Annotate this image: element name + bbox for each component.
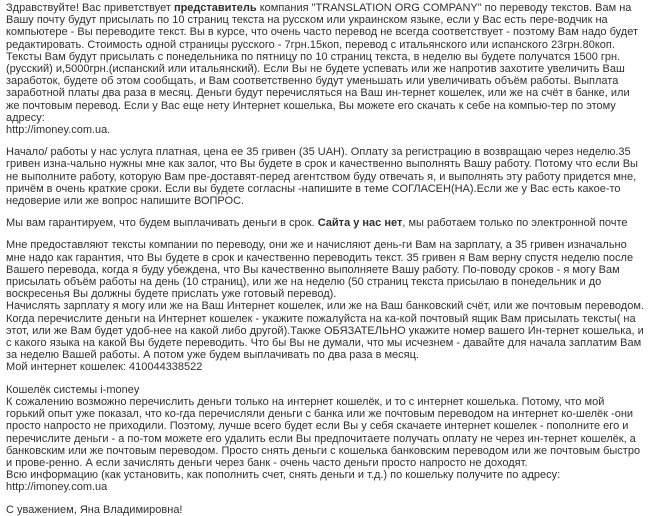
wallet-text: К сожалению возможно перечислить деньги только на интернет кошелёк, и то с интернет кошелька. Потому, что мой горький опыт уже показал, что ко-гда перечисляли деньги с банка или же почтовым переводом на интернет ко-шелёк -они просто напросто не приходили. Поэтому, лучше всего будет если Вы у себя скачаете интернет кошелек - пополните его и перечислите деньги - а по-том можете его удалить если Вы предпочитаете получать оплату не через ин-тернет кошелёк, а банковским или же почтовым переводом. Просто снять деньги с кошелька банковским переводом или же почтовым быстро и прове-ренно. А если зачислять деньги через банк - очень часто деньги просто напросто не доходят. [6, 395, 641, 469]
instructions-text: Когда перечислите деньги на Интернет кошелек - укажите пожалуйста на ка-кой почтовый ящик Вам присылать тексты( на этот, или же Вам будет удоб-нее на какой либо другой).Также ОБЯЗАТЕЛЬНО укажите номер вашего Ин-тернет кошелька, и с какого языка на какой Вы будете переводить. Что бы Вы не думали, что мы исчезнем - давайте для начала заплатим Вам за неделю Вашей работы. А потом уже будем выплачивать по два раза в месяц. [6, 312, 644, 362]
signature-text: С уважением, Яна Владимировна! [6, 503, 183, 516]
wallet-heading: Кошелёк системы i-money [6, 383, 140, 396]
greeting-text: Здравствуйте! Вас приветствует [6, 2, 174, 14]
info-text: Всю информацию (как установить, как пополнить счет, снять деньги и т.д.) по кошельку получите по адресу: [6, 469, 561, 482]
wallet-number: Мой интернет кошелек: 410044338522 [6, 361, 203, 374]
guarantee-text: Мы вам гарантируем, что будем выплачивать деньги в срок. [6, 217, 318, 230]
payment-paragraph [6, 146, 644, 207]
salary-text: Начислять зарплату я могу или же на Ваш Интернет кошелек, или же на Ваш банковский счёт, или же почтовым переводом. [6, 300, 644, 313]
imoney-link-text: http://imoney.com.ua. [6, 124, 111, 137]
offer-text: компания "TRANSLATION ORG COMPANY" по переводу текстов. Вам на Вашу почту будут присылать по 10 страниц текста на русском или украинском языке, если у Вас есть пере-водчик на компьютере - Вы переводите текст. Вы в курсе, что очень часто перевод не всегда соответствует - поэтому Вам надо будет редактировать. Стоимость одной страницы русского - 7грн.15коп, перевод с итальянского или испанского 23грн.80коп. Тексты Вам будут присылать с понедельника по пятницу по 10 страниц текста, в неделю вы будете получатся 1500 грн.(русский) и,5000грн.(испанский или итальянский). Если Вы не будете успевать или же напротив захотите увеличить Ваш заработок, будете об этом сообщать, и Вам соответственно будут уменьшать или увеличивать объём работы. Выплата заработной платы два раза в месяц. Деньги будут перечисляться на Ваш ин-тернет кошелек, или же на счёт в банке, или же почтовым перевод. Если у Вас еще нету Интернет кошелька, Вы можете его скачать к себе на компью-тер по этому адресу: [6, 2, 638, 124]
representative-bold: представитель [173, 2, 257, 14]
wallet-paragraph [6, 384, 644, 494]
guarantee-paragraph [6, 217, 644, 229]
payment-text: Начало/ работы у нас услуга платная, цена ее 35 гривен (35 UAH). Оплату за регистрацию в возвращаю через неделю.35 гривен изна-чально нужны мне как залог, что Вы будете в срок и качественно выполнять Вашу работу. Потому что если Вы не выполните работу, которую Вам пре-доставят-перед агентством буду отвечать я, и выполнять эту работу придется мне, причём в очень краткие сроки. Если вы будете согласны -напишите в теме СОГЛАСЕН(НА).Если же у Вас есть какое-то недоверие или же вопрос напишите ВОПРОС. [6, 146, 638, 208]
greeting-paragraph [6, 2, 644, 136]
email-only-text: , мы работаем только по электронной почте [402, 217, 628, 230]
conditions-text: Мне предоставляют тексты компании по переводу, они же и начисляют день-ги Вам на зарплату, а 35 гривен изначально мне надо как гарантия, что Вы будете в срок и качественно переводить текст. 35 гривен я Вам верну спустя неделю после Вашего перевода, когда я буду убеждена, что Вы качественно выполняете Вашу работу. По-поводу сроков - я могу Вам присылать объём работы на день (10 страниц), или же на неделю (50 страниц текста присылаю в понедельник и до воскресенья Вы должны будете прислать уже готовый перевод). [6, 239, 634, 301]
info-link-text: http://imoney.com.ua [6, 481, 108, 494]
conditions-paragraph [6, 239, 644, 373]
no-site-bold: Сайта у нас нет [317, 217, 403, 230]
